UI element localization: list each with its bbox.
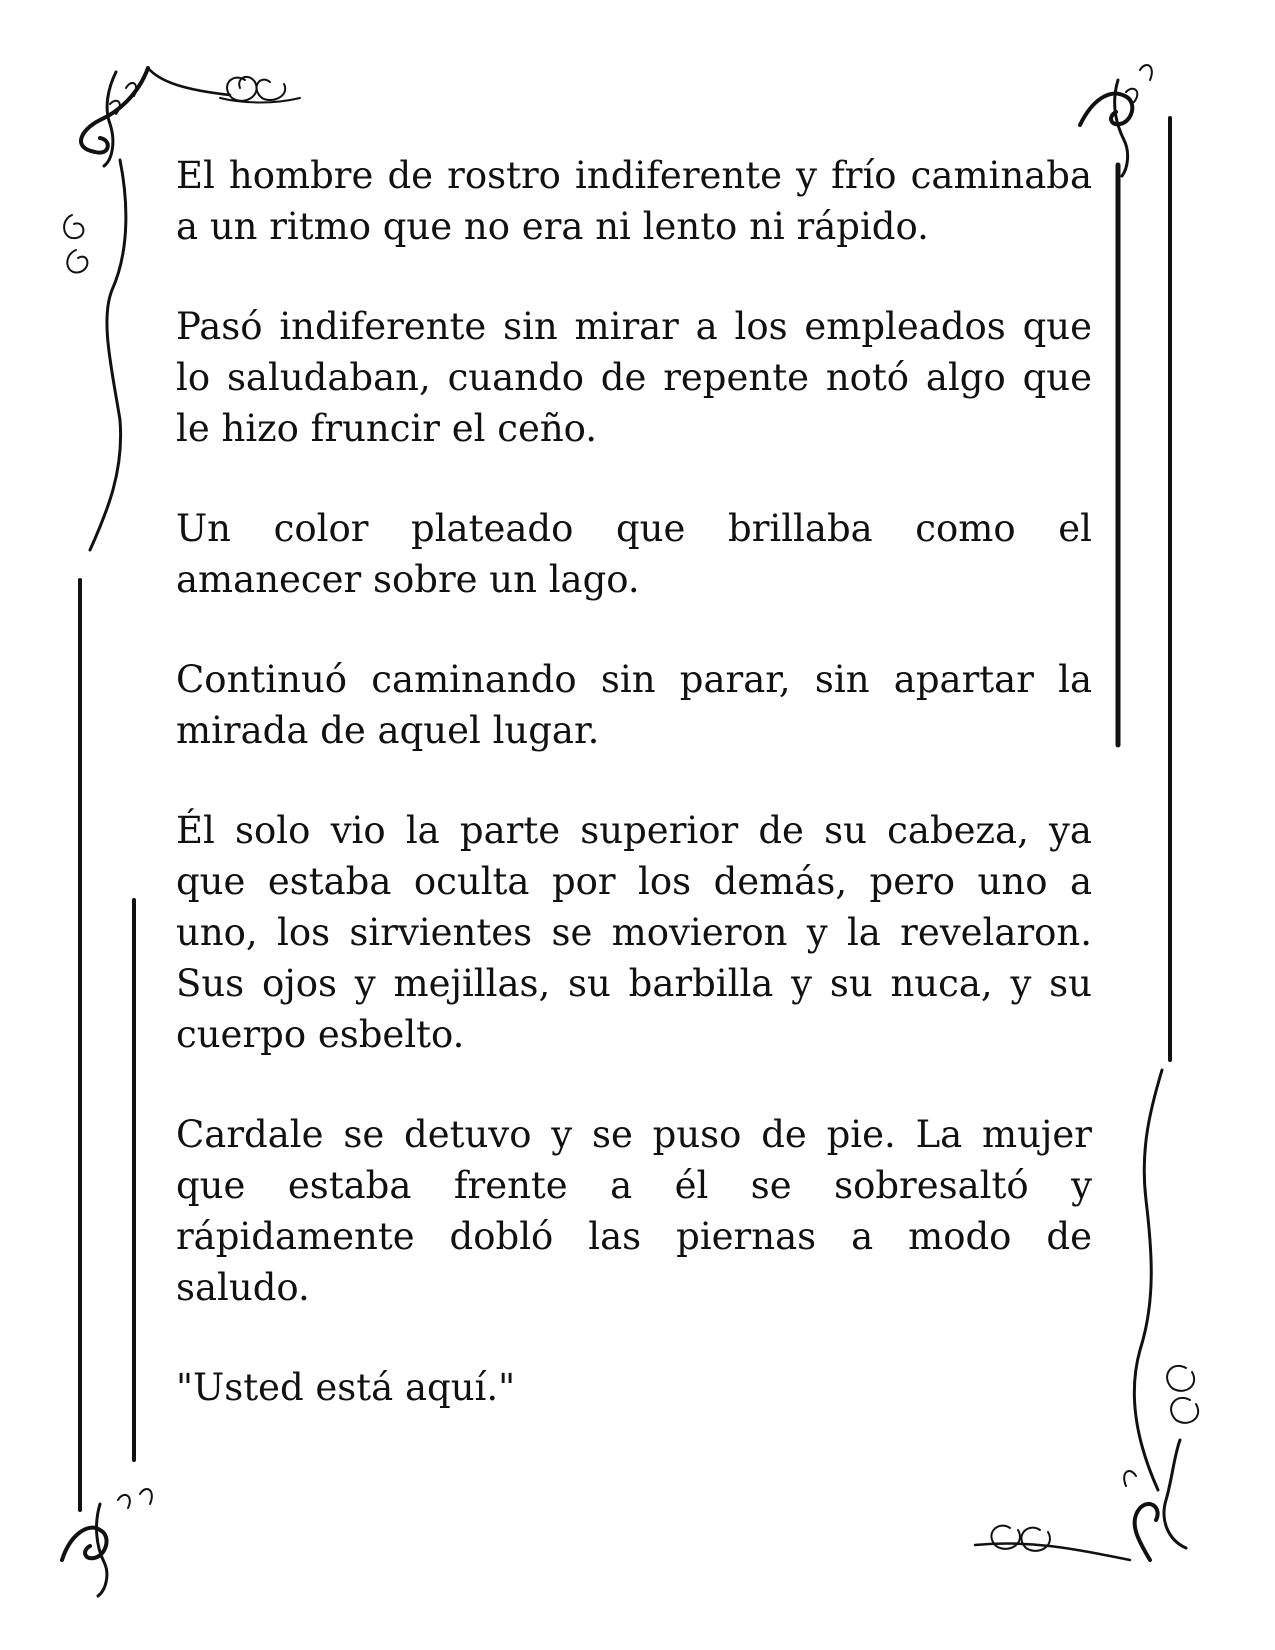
- paragraph: Pasó indiferente sin mirar a los empleados que lo saludaban, cuando de repente notó algo que le hizo fruncir el ceño.: [176, 305, 1092, 450]
- flourish-bottom-left-icon: [62, 900, 152, 1596]
- paragraph: Cardale se detuvo y se puso de pie. La mujer que estaba frente a él se sobresaltó y rápidamente dobló las piernas a modo de saludo.: [176, 1113, 1092, 1309]
- paragraph: "Usted está aquí.": [176, 1366, 516, 1409]
- paragraph: Él solo vio la parte superior de su cabeza, ya que estaba oculta por los demás, pero uno a uno, los sirvientes se movieron y la revelaron. Sus ojos y mejillas, su barbilla y su nuca, y su cuerpo esbelto.: [176, 809, 1092, 1056]
- paragraph: Continuó caminando sin parar, sin apartar la mirada de aquel lugar.: [176, 658, 1092, 752]
- flourish-top-right-icon: [1080, 65, 1170, 1060]
- paragraph: El hombre de rostro indiferente y frío caminaba a un ritmo que no era ni lento ni rápido.: [176, 154, 1092, 248]
- story-text: [176, 150, 1092, 1413]
- paragraph: Un color plateado que brillaba como el amanecer sobre un lago.: [176, 507, 1092, 601]
